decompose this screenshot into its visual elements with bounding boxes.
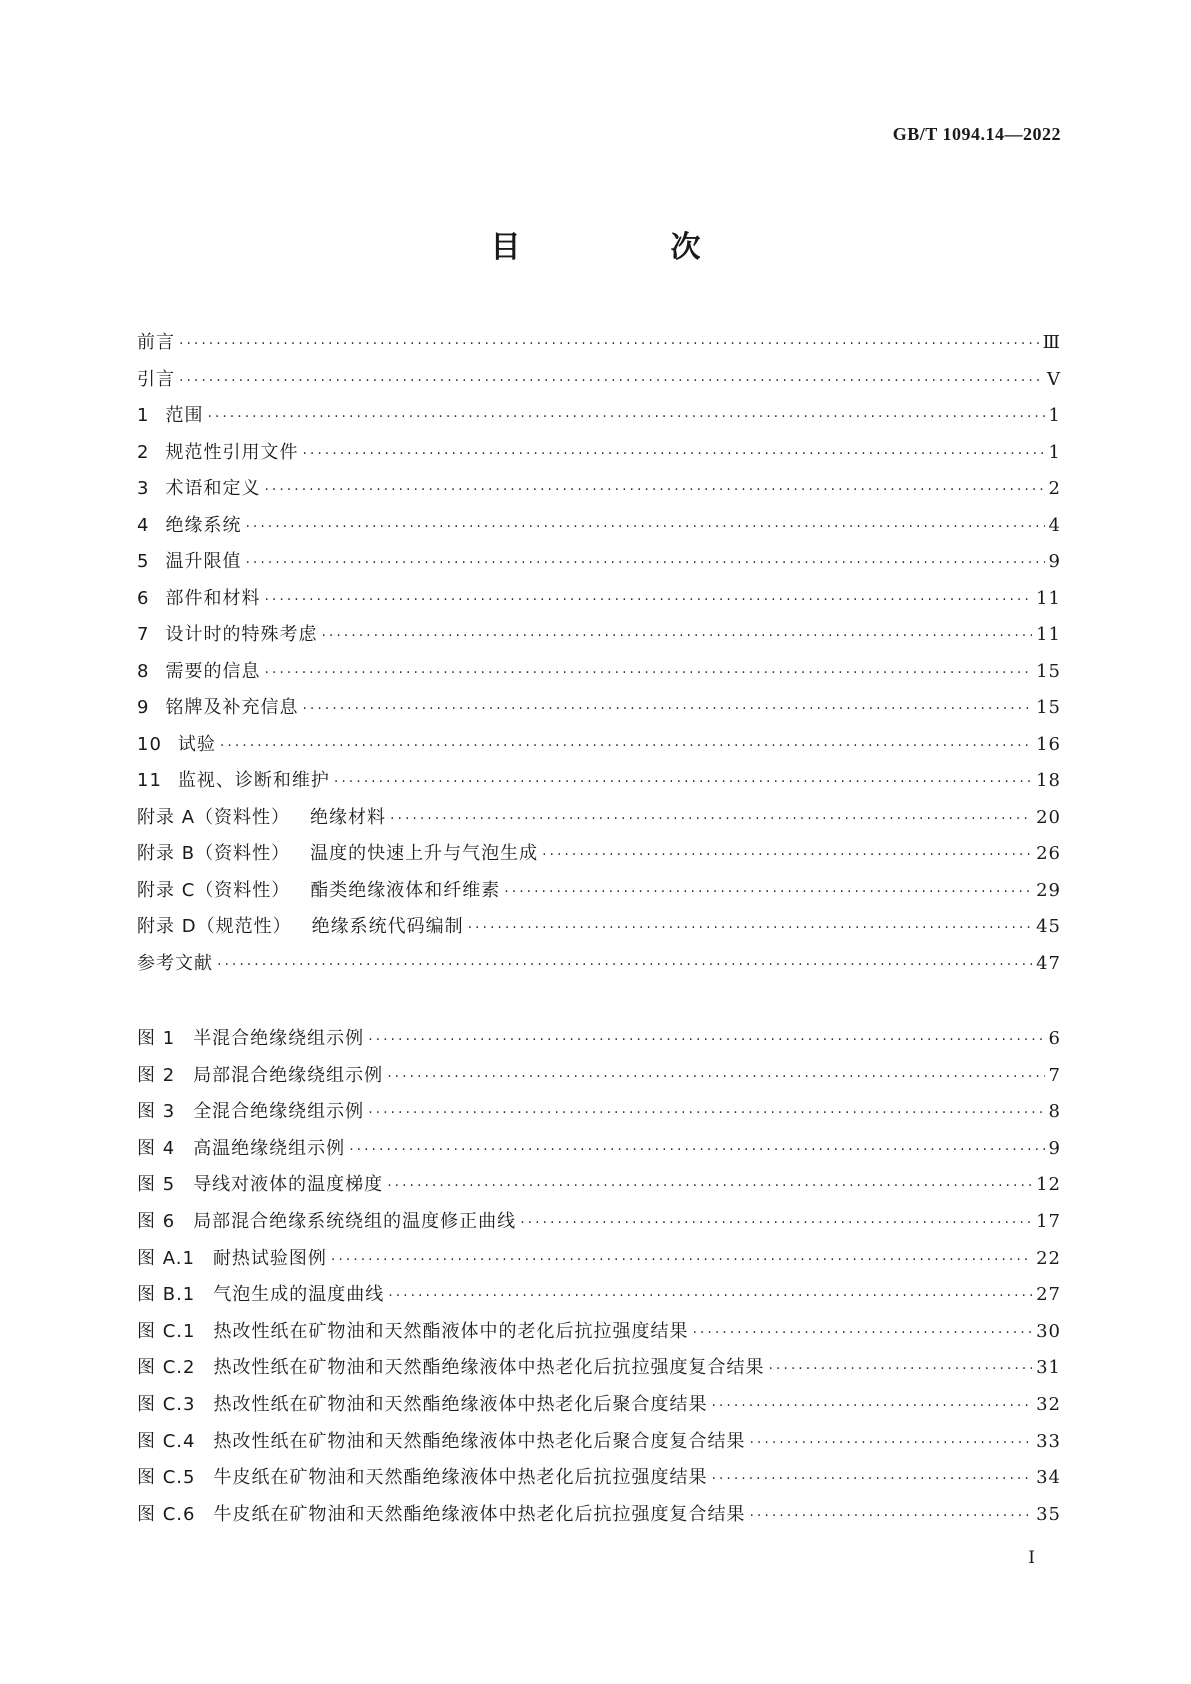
entry-page-number: 16 (1036, 733, 1061, 755)
entry-number: 图 C.2 (137, 1357, 196, 1379)
dot-leader (207, 409, 1044, 425)
entry-page-number: 45 (1036, 916, 1061, 937)
dot-leader (217, 957, 1032, 973)
entry-number: 图 A.1 (137, 1247, 195, 1269)
entry-title: 气泡生成的温度曲线 (213, 1284, 385, 1306)
entry-page-number: 9 (1048, 551, 1061, 572)
figure-entry[interactable] (137, 1024, 1061, 1061)
toc-entry[interactable] (137, 401, 1061, 438)
figure-entry[interactable] (137, 1280, 1061, 1317)
figure-entry[interactable] (137, 1317, 1061, 1354)
entry-number: 附录 A（资料性） (137, 806, 291, 828)
entry-number: 9 (137, 697, 150, 718)
entry-title: 参考文献 (137, 952, 213, 974)
entry-title: 需要的信息 (165, 660, 261, 682)
entry-page-number: 32 (1036, 1393, 1061, 1415)
entry-title: 局部混合绝缘绕组示例 (193, 1064, 384, 1086)
dot-leader (387, 1069, 1044, 1085)
toc-entry[interactable] (137, 511, 1061, 548)
figure-entry[interactable] (137, 1353, 1061, 1390)
entry-title: 监视、诊断和维护 (177, 770, 330, 791)
entry-number: 附录 B（资料性） (137, 843, 291, 864)
dot-leader (504, 884, 1032, 900)
entry-number: 8 (137, 660, 150, 682)
toc-entry[interactable] (137, 328, 1061, 365)
dot-leader (468, 920, 1033, 936)
entry-title: 范围 (165, 405, 204, 426)
dot-leader (368, 1105, 1044, 1121)
entry-page-number: 6 (1048, 1028, 1061, 1049)
table-of-contents (137, 328, 1061, 985)
entry-page-number: 2 (1048, 478, 1061, 499)
entry-number: 图 C.4 (137, 1430, 196, 1452)
entry-page-number: 47 (1036, 952, 1061, 974)
figure-entry[interactable] (137, 1207, 1061, 1244)
entry-title: 绝缘系统代码编制 (311, 916, 464, 937)
dot-leader (334, 774, 1032, 790)
entry-number: 附录 D（规范性） (137, 916, 292, 937)
dot-leader (692, 1325, 1032, 1341)
figure-entry[interactable] (137, 1170, 1061, 1207)
entry-number: 1 (137, 405, 150, 426)
entry-number: 附录 C（资料性） (137, 879, 291, 901)
entry-title: 热改性纸在矿物油和天然酯液体中的老化后抗拉强度结果 (213, 1320, 689, 1342)
figure-entry[interactable] (137, 1061, 1061, 1098)
figure-entry[interactable] (137, 1500, 1061, 1537)
figure-entry[interactable] (137, 1390, 1061, 1427)
dot-leader (390, 811, 1032, 827)
toc-entry[interactable] (137, 438, 1061, 475)
entry-number: 图 1 (137, 1028, 176, 1049)
dot-leader (245, 555, 1044, 571)
dot-leader (264, 482, 1044, 498)
entry-title: 温升限值 (165, 551, 242, 572)
toc-entry[interactable] (137, 474, 1061, 511)
list-of-figures (137, 1024, 1061, 1536)
dot-leader (302, 446, 1044, 462)
entry-title: 热改性纸在矿物油和天然酯绝缘液体中热老化后抗拉强度复合结果 (213, 1357, 765, 1379)
entry-page-number: 31 (1036, 1357, 1061, 1379)
entry-number: 图 2 (137, 1064, 176, 1086)
dot-leader (368, 1032, 1044, 1048)
figure-entry[interactable] (137, 1244, 1061, 1281)
standard-code: GB/T 1094.14—2022 (892, 124, 1061, 144)
entry-title: 全混合绝缘绕组示例 (193, 1101, 365, 1123)
entry-number: 图 C.5 (137, 1467, 196, 1489)
entry-number: 4 (137, 514, 150, 536)
entry-page-number: 11 (1036, 624, 1061, 645)
dot-leader (264, 592, 1032, 608)
dot-leader (711, 1471, 1032, 1487)
entry-number: 图 3 (137, 1101, 176, 1123)
toc-entry[interactable] (137, 730, 1061, 767)
entry-page-number: Ⅲ (1042, 332, 1061, 353)
dot-leader (321, 628, 1032, 644)
dot-leader (749, 1435, 1032, 1451)
entry-title: 引言 (137, 368, 175, 390)
toc-entry[interactable] (137, 839, 1061, 876)
entry-title: 酯类绝缘液体和纤维素 (310, 879, 501, 901)
dot-leader (331, 1252, 1032, 1268)
entry-page-number: 18 (1036, 770, 1061, 791)
entry-page-number: 9 (1048, 1137, 1061, 1159)
entry-number: 3 (137, 478, 150, 499)
entry-page-number: 12 (1036, 1174, 1061, 1196)
entry-title: 设计时的特殊考虑 (165, 624, 318, 645)
entry-page-number: 7 (1048, 1064, 1061, 1086)
entry-title: 规范性引用文件 (165, 441, 299, 463)
dot-leader (302, 701, 1032, 717)
toc-entry[interactable] (137, 766, 1061, 803)
figure-entry[interactable] (137, 1427, 1061, 1464)
entry-number: 图 C.3 (137, 1393, 196, 1415)
entry-title: 温度的快速上升与气泡生成 (310, 843, 539, 864)
figure-entry[interactable] (137, 1097, 1061, 1134)
entry-title: 牛皮纸在矿物油和天然酯绝缘液体中热老化后抗拉强度复合结果 (213, 1503, 746, 1525)
dot-leader (711, 1398, 1032, 1414)
entry-title: 前言 (137, 332, 175, 353)
toc-entry[interactable] (137, 584, 1061, 621)
page-title: 目 次 (490, 230, 761, 265)
toc-entry[interactable] (137, 803, 1061, 840)
entry-title: 耐热试验图例 (212, 1247, 327, 1269)
entry-page-number: 29 (1036, 879, 1061, 901)
dot-leader (245, 519, 1044, 535)
figure-entry[interactable] (137, 1463, 1061, 1500)
entry-number: 图 4 (137, 1137, 176, 1159)
dot-leader (349, 1142, 1044, 1158)
dot-leader (179, 373, 1043, 389)
entry-number: 5 (137, 551, 150, 572)
footer-page-number: I (1028, 1548, 1035, 1568)
dot-leader (542, 847, 1032, 863)
toc-entry[interactable] (137, 949, 1061, 986)
entry-page-number: 8 (1048, 1101, 1061, 1123)
toc-entry[interactable] (137, 657, 1061, 694)
entry-number: 2 (137, 441, 150, 463)
entry-number: 图 5 (137, 1174, 176, 1196)
toc-entry[interactable] (137, 912, 1061, 949)
entry-number: 7 (137, 624, 150, 645)
entry-title: 热改性纸在矿物油和天然酯绝缘液体中热老化后聚合度复合结果 (213, 1430, 746, 1452)
entry-title: 局部混合绝缘系统绕组的温度修正曲线 (193, 1210, 517, 1232)
toc-entry[interactable] (137, 620, 1061, 657)
entry-title: 热改性纸在矿物油和天然酯绝缘液体中热老化后聚合度结果 (213, 1393, 708, 1415)
entry-page-number: 1 (1048, 405, 1061, 426)
dot-leader (387, 1178, 1032, 1194)
entry-title: 试验 (177, 733, 216, 755)
entry-page-number: Ⅴ (1047, 368, 1061, 390)
entry-page-number: 26 (1036, 843, 1061, 864)
dot-leader (264, 665, 1032, 681)
entry-page-number: 34 (1036, 1467, 1061, 1489)
entry-title: 部件和材料 (165, 587, 261, 609)
dot-leader (220, 738, 1032, 754)
entry-title: 高温绝缘绕组示例 (193, 1137, 346, 1159)
entry-number: 6 (137, 587, 150, 609)
entry-title: 绝缘系统 (165, 514, 242, 536)
entry-number: 图 B.1 (137, 1284, 196, 1306)
entry-page-number: 22 (1036, 1247, 1061, 1269)
entry-number: 图 C.6 (137, 1503, 196, 1525)
dot-leader (520, 1215, 1032, 1231)
entry-page-number: 11 (1036, 587, 1061, 609)
entry-page-number: 4 (1048, 514, 1061, 536)
entry-page-number: 17 (1036, 1210, 1061, 1232)
entry-page-number: 15 (1036, 660, 1061, 682)
entry-page-number: 33 (1036, 1430, 1061, 1452)
dot-leader (749, 1508, 1032, 1524)
dot-leader (388, 1288, 1032, 1304)
entry-page-number: 15 (1036, 697, 1061, 718)
entry-page-number: 30 (1036, 1320, 1061, 1342)
entry-title: 导线对液体的温度梯度 (193, 1174, 384, 1196)
toc-entry[interactable] (137, 365, 1061, 402)
figure-entry[interactable] (137, 1134, 1061, 1171)
entry-title: 牛皮纸在矿物油和天然酯绝缘液体中热老化后抗拉强度结果 (213, 1467, 708, 1489)
entry-number: 11 (137, 770, 162, 791)
toc-entry[interactable] (137, 693, 1061, 730)
entry-page-number: 27 (1036, 1284, 1061, 1306)
entry-number: 图 C.1 (137, 1320, 196, 1342)
dot-leader (768, 1361, 1032, 1377)
entry-number: 10 (137, 733, 162, 755)
entry-title: 绝缘材料 (310, 806, 387, 828)
toc-entry[interactable] (137, 547, 1061, 584)
entry-page-number: 1 (1048, 441, 1061, 463)
entry-title: 半混合绝缘绕组示例 (193, 1028, 365, 1049)
entry-page-number: 20 (1036, 806, 1061, 828)
entry-number: 图 6 (137, 1210, 176, 1232)
entry-title: 铭牌及补充信息 (165, 697, 299, 718)
dot-leader (179, 336, 1039, 352)
entry-title: 术语和定义 (165, 478, 261, 499)
entry-page-number: 35 (1036, 1503, 1061, 1525)
toc-entry[interactable] (137, 876, 1061, 913)
